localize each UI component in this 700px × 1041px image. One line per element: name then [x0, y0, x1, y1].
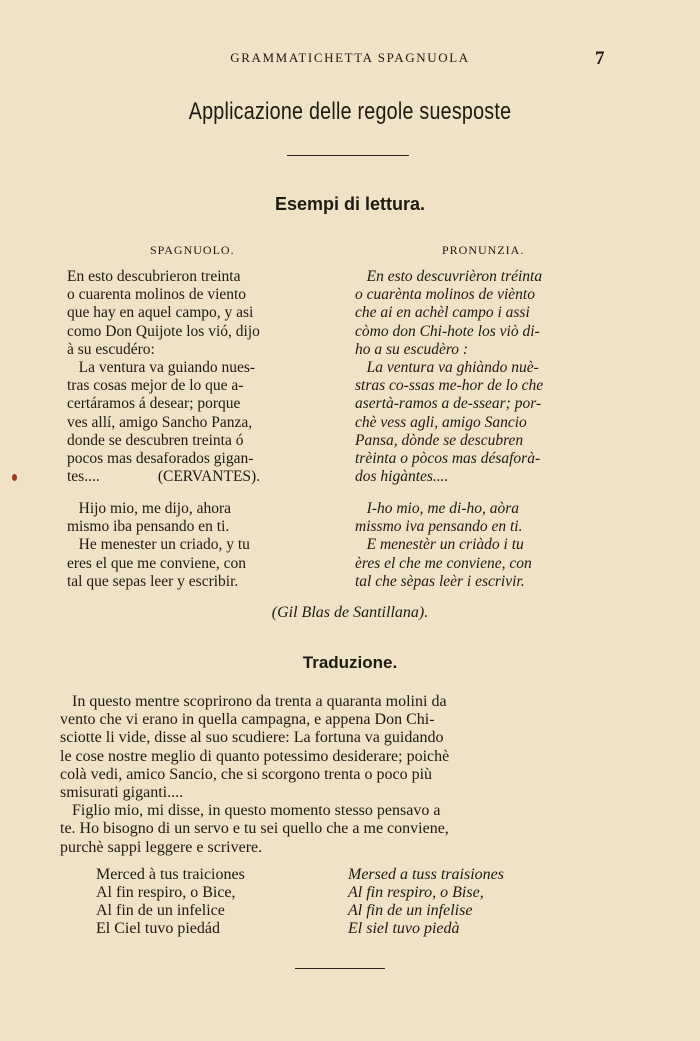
spanish-line: o cuarenta molinos de viento: [67, 286, 247, 304]
pronunciation-line: La ventura va ghiàndo nuè-: [355, 358, 539, 376]
verse-line: El siel tuvo piedà: [348, 920, 460, 937]
verse-line: Al fin de un infelice: [96, 902, 225, 919]
verse-pronunciation: [348, 866, 504, 938]
pronunciation-line: I-ho mio, me di-ho, aòra: [355, 500, 520, 517]
bottom-rule: [295, 968, 385, 969]
spanish-line: He menester un criado, y tu: [67, 536, 250, 554]
spanish-text: [67, 268, 342, 486]
spanish-line: pocos mas desaforados gigan-: [67, 449, 254, 467]
pronunciation-line: ho a su escudèro :: [355, 340, 469, 358]
pronunciation-line: che ai en achèl campo i assi: [355, 304, 530, 322]
pronunciation-line: chè vess agli, amigo Sancio: [355, 413, 527, 431]
pronunciation-line: tal che sèpas leèr i escrivir.: [355, 572, 525, 590]
verse-line: Merced à tus traiciones: [96, 866, 245, 883]
pronunciation-line: asertà-ramos a de-ssear; por-: [355, 395, 542, 413]
spanish-line: En esto descubrieron treinta: [67, 268, 241, 285]
verse-spanish: [96, 866, 245, 938]
spanish-line: mismo iba pensando en ti.: [67, 518, 230, 536]
title-rule: [287, 155, 409, 156]
verse-line: Al fin de un infelise: [348, 902, 473, 919]
pronunciation-line: dos higàntes....: [355, 468, 449, 486]
spanish-line: como Don Quijote los vió, dijo: [67, 322, 260, 340]
pronunciation-line: Pansa, dònde se descubren: [355, 431, 524, 449]
reading-heading: Esempi di lettura.: [274, 194, 426, 214]
pronunciation-line: trèinta o pòcos mas désaforà-: [355, 449, 541, 467]
spanish-column-heading: SPAGNUOLO.: [150, 243, 235, 257]
translation-line: In questo mentre scoprirono da trenta a quaranta molini da: [60, 693, 447, 710]
translation-line: colà vedi, amico Sancio, che si scorgono trenta o poco più: [60, 765, 433, 783]
spanish-line: que hay en aquel campo, y asi: [67, 304, 254, 322]
citation-text: (Gil Blas de Santillana).: [271, 604, 429, 621]
spanish-line: tal que sepas leer y escribir.: [67, 572, 239, 590]
spanish-line: La ventura va guiando nues-: [67, 358, 256, 376]
translation-line: smisurati giganti....: [60, 783, 184, 801]
pronunciation-line: missmo iva pensando en ti.: [355, 518, 523, 536]
pronunciation-text-second: [355, 500, 630, 591]
pronunciation-text: [355, 268, 630, 486]
page-title: Applicazione delle regole suesposte: [188, 98, 512, 125]
translation-line: Figlio mio, mi disse, in questo momento stesso pensavo a: [60, 802, 441, 820]
translation-line: purchè sappi leggere e scrivere.: [60, 838, 263, 856]
running-head: GRAMMATICHETTA SPAGNUOLA: [230, 50, 470, 65]
translation-line: sciotte li vide, disse al suo scudiere: La fortuna va guidando: [60, 729, 444, 747]
verse-line: Mersed a tuss traisiones: [348, 866, 504, 883]
pronunciation-line: o cuarènta molinos de viènto: [355, 286, 535, 304]
spanish-line: donde se descubren treinta ó: [67, 431, 244, 449]
pronunciation-line: En esto descuvrièron tréinta: [355, 268, 543, 285]
citation: [0, 604, 700, 622]
verse-line: Al fin respiro, o Bice,: [96, 884, 236, 901]
pronunciation-line: còmo don Chi-hote los viò di-: [355, 322, 540, 340]
translation-heading: Traduzione.: [302, 653, 398, 672]
spanish-line: certáramos á desear; porque: [67, 395, 241, 413]
spanish-line: à su escudéro:: [67, 340, 155, 358]
verse-line: Al fin respiro, o Bise,: [348, 884, 484, 901]
spanish-line: ves allí, amigo Sancho Panza,: [67, 413, 253, 431]
page-number: 7: [595, 48, 605, 69]
translation-line: te. Ho bisogno di un servo e tu sei quello che a me conviene,: [60, 820, 449, 838]
spanish-line: eres el que me conviene, con: [67, 554, 247, 572]
spanish-line: Hijo mio, me dijo, ahora: [67, 500, 232, 517]
pronunciation-line: stras co-ssas me-hor de lo che: [355, 377, 544, 395]
translation-line: vento che vi erano in quella campagna, e appena Don Chi-: [60, 711, 435, 729]
translation-text: [60, 693, 640, 857]
pronunciation-line: ères el che me conviene, con: [355, 554, 532, 572]
ink-spot: [12, 474, 17, 481]
spanish-line: tes.... (CERVANTES).: [67, 468, 261, 486]
spanish-text-second: [67, 500, 342, 591]
translation-line: le cose nostre meglio di quanto potessimo desiderare; poichè: [60, 747, 450, 765]
verse-line: El Ciel tuvo piedád: [96, 920, 220, 937]
pronunciation-line: E menestèr un criàdo i tu: [355, 536, 524, 554]
spanish-line: tras cosas mejor de lo que a-: [67, 377, 244, 395]
pronunciation-column-heading: PRONUNZIA.: [442, 243, 525, 257]
